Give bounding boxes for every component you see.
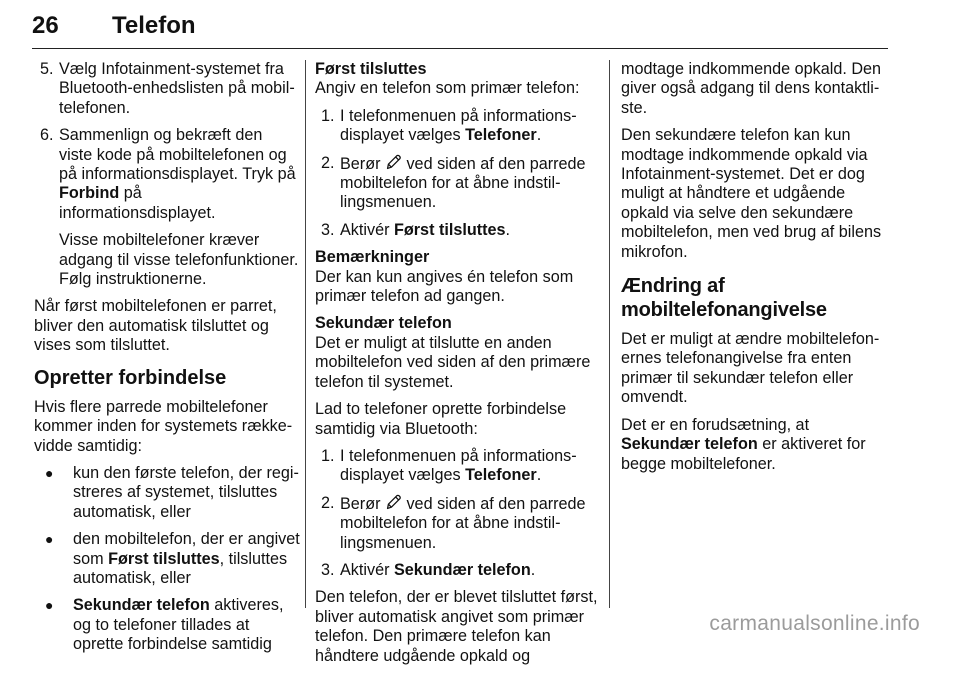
bullet-item — [34, 464, 300, 522]
bullet-text: den mobiltelefon, der er angivet som — [73, 530, 300, 568]
step-text: Aktivér — [340, 560, 394, 579]
step-bold: Sekundær telefon — [393, 560, 531, 579]
step-text: I telefonmenuen på informationsdisplayet vælges — [340, 106, 577, 145]
step-number: 3. — [321, 220, 335, 239]
step-6-note: Visse mobiltelefoner kræver adgang til visse telefonfunktioner. Følg instruktionerne. — [59, 231, 299, 289]
bullet-icon: ● — [45, 464, 54, 481]
step-text: I telefonmenuen på informationsdisplayet vælges — [340, 446, 577, 485]
step-3 — [315, 221, 600, 240]
bullet-item — [34, 596, 300, 654]
page-number: 26 — [32, 12, 59, 39]
page-header — [32, 10, 888, 49]
paragraph-range: Hvis flere parrede mobiltelefoner kommer inden for systemets rækkevidde samtidig: — [34, 397, 293, 455]
page-title: Telefon — [112, 12, 196, 39]
step-number: 1. — [321, 446, 335, 465]
step-text-end: . — [505, 220, 511, 239]
step-text: Aktivér — [340, 220, 394, 239]
step-5 — [34, 60, 300, 118]
forbind-label: Forbind — [59, 184, 120, 203]
paragraph-secondary-intro: Det er muligt at tilslutte en anden mobiltelefon ved siden af den primære telefon til systemet. — [315, 333, 591, 391]
step-text-end: ved siden af den parrede mobiltelefon for at åbne indstillingsmenuen. — [340, 494, 586, 552]
section-heading-connect: Opretter forbindelse — [34, 366, 227, 389]
note-text: Der kan kun angives én telefon som primær telefon ad gangen. — [315, 267, 574, 306]
step-3 — [315, 561, 600, 580]
bullet-text: kun den første telefon, der registreres af systemet, tilsluttes automatisk, eller — [73, 463, 299, 521]
step-number: 2. — [321, 493, 335, 512]
step-text-end: . — [530, 560, 536, 579]
prereq-text-end: er aktiveret for begge mobiltelefoner. — [621, 435, 866, 473]
step-2 — [315, 154, 600, 213]
step-text-end: . — [536, 466, 542, 485]
bullet-text-end: aktiveres, og to telefoner tillades at oprette forbindelse samtidig — [73, 596, 284, 654]
column-2 — [315, 60, 600, 674]
bullet-icon: ● — [45, 531, 54, 548]
section-heading-first-connected: Først tilsluttes — [315, 60, 427, 78]
step-text: Sammenlign og bekræft den viste kode på mobiltelefonen og på informationsdisplayet. Tryk på — [59, 126, 296, 184]
step-6 — [34, 126, 300, 223]
step-text: Berør — [340, 154, 385, 173]
pencil-icon — [385, 154, 402, 171]
prereq-text: Det er en forudsætning, at — [621, 415, 810, 434]
paragraph-prerequisite — [621, 416, 891, 474]
column-divider-1 — [305, 60, 306, 608]
bullet-bold: Først tilsluttes — [108, 549, 220, 568]
pencil-icon — [385, 494, 402, 511]
step-number: 1. — [321, 106, 335, 125]
step-text-end: på informationsdisplayet. — [59, 184, 216, 222]
section-heading-change-designation: Ændring af mobiltelefonangivelse — [621, 275, 827, 322]
step-text: Berør — [340, 494, 385, 513]
bullet-text-end: , tilsluttes automatisk, eller — [73, 549, 288, 587]
note-heading: Bemærkninger — [315, 248, 430, 267]
column-1 — [34, 60, 300, 663]
step-bold: Telefoner — [465, 126, 537, 145]
bullet-bold: Sekundær telefon — [73, 596, 210, 615]
column-3 — [621, 60, 891, 482]
watermark: carmanualsonline.info — [709, 612, 920, 635]
paragraph-bluetooth: Lad to telefoner oprette forbindelse samtidig via Bluetooth: — [315, 400, 567, 438]
step-bold: Telefoner — [465, 466, 537, 485]
bullet-icon: ● — [45, 597, 54, 614]
paragraph-secondary-phone: Den sekundære telefon kan kun modtage indkommende opkald via Infotainment-systemet. Det er dog muligt at håndtere et udgående opkald via selve den sekundære mobiltelefon, men ved brug af bilens mikrofon. — [621, 126, 882, 261]
section-heading-secondary: Sekundær telefon — [315, 314, 452, 333]
prereq-bold: Sekundær telefon — [621, 435, 758, 454]
paragraph-primary-phone: Den telefon, der er blevet tilsluttet først, bliver automatisk angivet som primær telefon. Den primære telefon kan håndtere udgående opkald og — [315, 588, 598, 665]
step-1 — [315, 107, 600, 146]
paragraph-contacts: modtage indkommende opkald. Den giver også adgang til dens kontaktliste. — [621, 60, 882, 117]
paragraph-primary: Angiv en telefon som primær telefon: — [315, 79, 580, 98]
step-number: 2. — [321, 153, 335, 172]
step-text-end: . — [536, 126, 542, 145]
step-number: 6. — [40, 126, 54, 145]
step-number: 3. — [321, 560, 335, 579]
step-text-end: ved siden af den parrede mobiltelefon for at åbne indstillingsmenuen. — [340, 154, 586, 212]
paragraph-change: Det er muligt at ændre mobiltelefonernes telefonangivelse fra enten primær til sekundær telefon eller omvendt. — [621, 330, 880, 407]
paragraph-paired: Når først mobiltelefonen er parret, bliver den automatisk tilsluttet og vises som tilsluttet. — [34, 297, 277, 355]
step-text: Vælg Infotainment-systemet fra Bluetooth-enhedslisten på mobiltelefonen. — [59, 60, 295, 117]
column-divider-2 — [609, 60, 610, 608]
step-bold: Først tilsluttes — [393, 220, 506, 239]
step-2 — [315, 494, 600, 553]
step-number: 5. — [40, 60, 54, 78]
step-1 — [315, 447, 600, 486]
bullet-item — [34, 530, 300, 588]
